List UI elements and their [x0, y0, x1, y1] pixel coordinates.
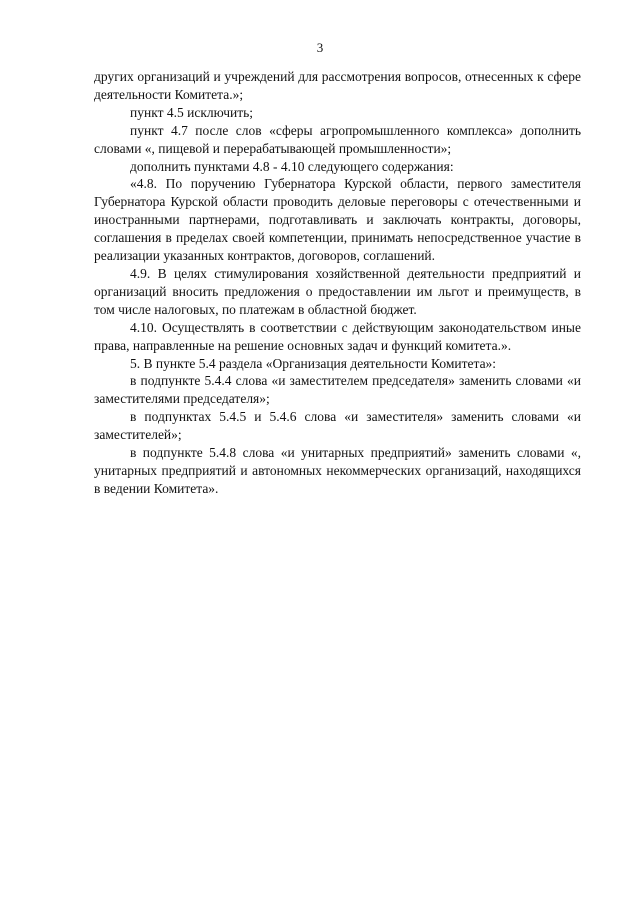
paragraph-subitem-5-4-4: в подпункте 5.4.4 слова «и заместителем председателя» заменить словами «и заместителями председателя»; — [94, 373, 581, 407]
paragraph-subitem-5-4-8: в подпункте 5.4.8 слова «и унитарных предприятий» заменить словами «, унитарных предприятий и автономных некоммерческих организаций, находящихся в ведении Комитета». — [94, 445, 581, 496]
page-number: 3 — [316, 40, 324, 55]
paragraph-continuation: других организаций и учреждений для рассмотрения вопросов, отнесенных к сфере деятельности Комитета.»; — [94, 69, 581, 102]
document-body — [94, 68, 581, 498]
paragraph-item-4-7: пункт 4.7 после слов «сферы агропромышленного комплекса» дополнить словами «, пищевой и перерабатывающей промышленности»; — [94, 122, 581, 156]
paragraph-item-4-10: 4.10. Осуществлять в соответствии с действующим законодательством иные права, направленные на решение основных задач и функций комитета.». — [94, 319, 581, 353]
paragraph-subitem-5-4-5: в подпунктах 5.4.5 и 5.4.6 слова «и заместителя» заменить словами «и заместителей»; — [94, 409, 581, 443]
paragraph-item-4-9: 4.9. В целях стимулирования хозяйственной деятельности предприятий и организаций вносить предложения о предоставлении им льгот и преимуществ, в том числе налоговых, по платежам в областной бюджет. — [94, 265, 581, 317]
paragraph-item-4-5: пункт 4.5 исключить; — [130, 104, 254, 120]
paragraph-add-items: дополнить пунктами 4.8 - 4.10 следующего содержания: — [130, 158, 454, 174]
paragraph-item-4-8: «4.8. По поручению Губернатора Курской области, первого заместителя Губернатора Курской области проводить деловые переговоры с отечественными и иностранными партнерами, подготавливать и заключать контракты, договоры, соглашения в пределах своей компетенции, принимать непосредственное участие в реализации указанных контрактов, договоров, соглашений. — [94, 176, 581, 264]
paragraph-section-5: 5. В пункте 5.4 раздела «Организация деятельности Комитета»: — [130, 355, 497, 371]
